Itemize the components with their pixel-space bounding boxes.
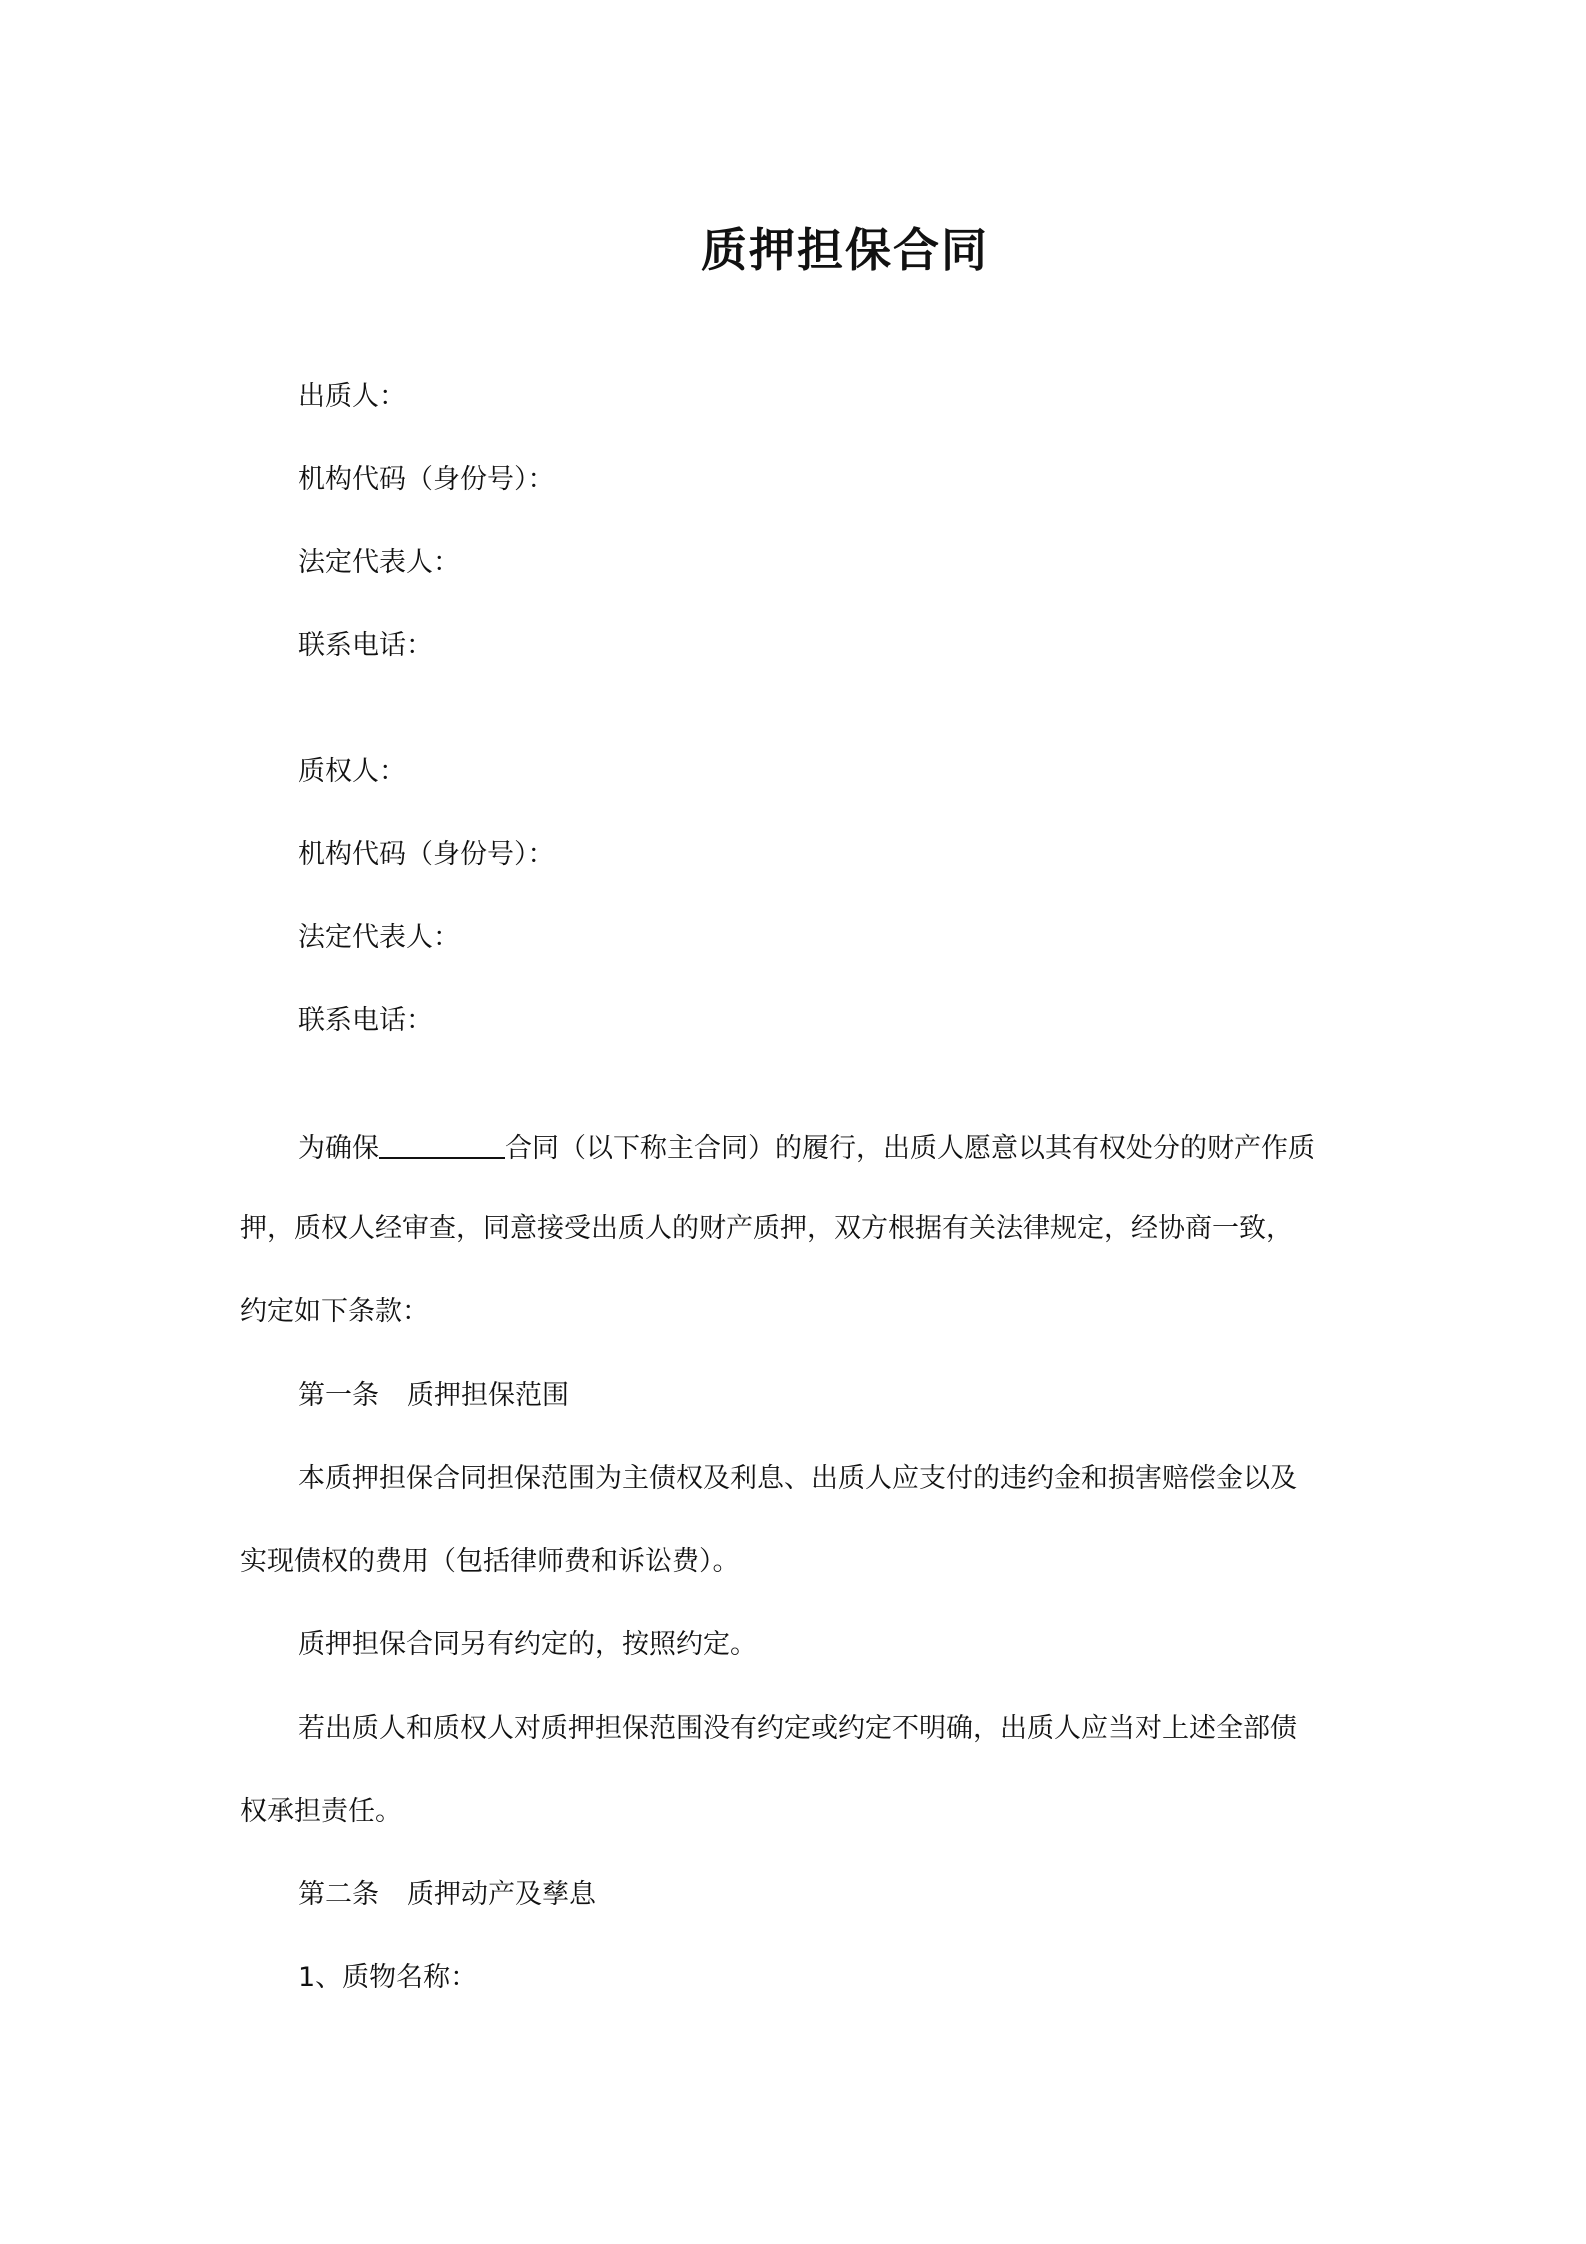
pledgor-rep-label: 法定代表人：: [298, 547, 460, 578]
article-1-paragraph-3-line-2: 权承担责任。: [240, 1796, 402, 1827]
document-title: 质押担保合同: [701, 223, 989, 277]
article-2-item-1: 1、质物名称：: [298, 1962, 478, 1993]
pledgor-phone-label: 联系电话：: [298, 630, 433, 661]
pledgee-phone-label: 联系电话：: [298, 1005, 433, 1036]
pledgor-name-label: 出质人：: [298, 381, 406, 412]
pledgee-code-label: 机构代码（身份号）：: [298, 839, 555, 870]
preamble-line-3: 约定如下条款：: [240, 1296, 429, 1327]
contract-name-blank: [379, 1129, 505, 1159]
article-2-number: 第二条: [298, 1879, 379, 1910]
article-1-heading: [298, 1379, 569, 1413]
article-1-number: 第一条: [298, 1380, 379, 1411]
pledgee-rep-label: 法定代表人：: [298, 922, 460, 953]
article-1-paragraph-1-line-2: 实现债权的费用（包括律师费和诉讼费）。: [240, 1546, 740, 1577]
preamble-line-2: 押，质权人经审查，同意接受出质人的财产质押，双方根据有关法律规定，经协商一致，: [240, 1213, 1293, 1244]
pledgor-code-label: 机构代码（身份号）：: [298, 464, 555, 495]
pledgee-name-label: 质权人：: [298, 756, 406, 787]
preamble-line-1: [298, 1129, 1315, 1166]
article-1-title: 质押担保范围: [407, 1380, 569, 1411]
article-2-title: 质押动产及孳息: [407, 1879, 596, 1910]
preamble-text-after-blank: 合同（以下称主合同）的履行，出质人愿意以其有权处分的财产作质: [505, 1133, 1315, 1164]
article-1-paragraph-2: 质押担保合同另有约定的，按照约定。: [298, 1629, 757, 1660]
article-1-paragraph-1-line-1: 本质押担保合同担保范围为主债权及利息、出质人应支付的违约金和损害赔偿金以及: [298, 1463, 1297, 1494]
article-1-paragraph-3-line-1: 若出质人和质权人对质押担保范围没有约定或约定不明确，出质人应当对上述全部债: [298, 1713, 1297, 1744]
article-2-heading: [298, 1878, 596, 1912]
preamble-text-before-blank: 为确保: [298, 1133, 379, 1164]
